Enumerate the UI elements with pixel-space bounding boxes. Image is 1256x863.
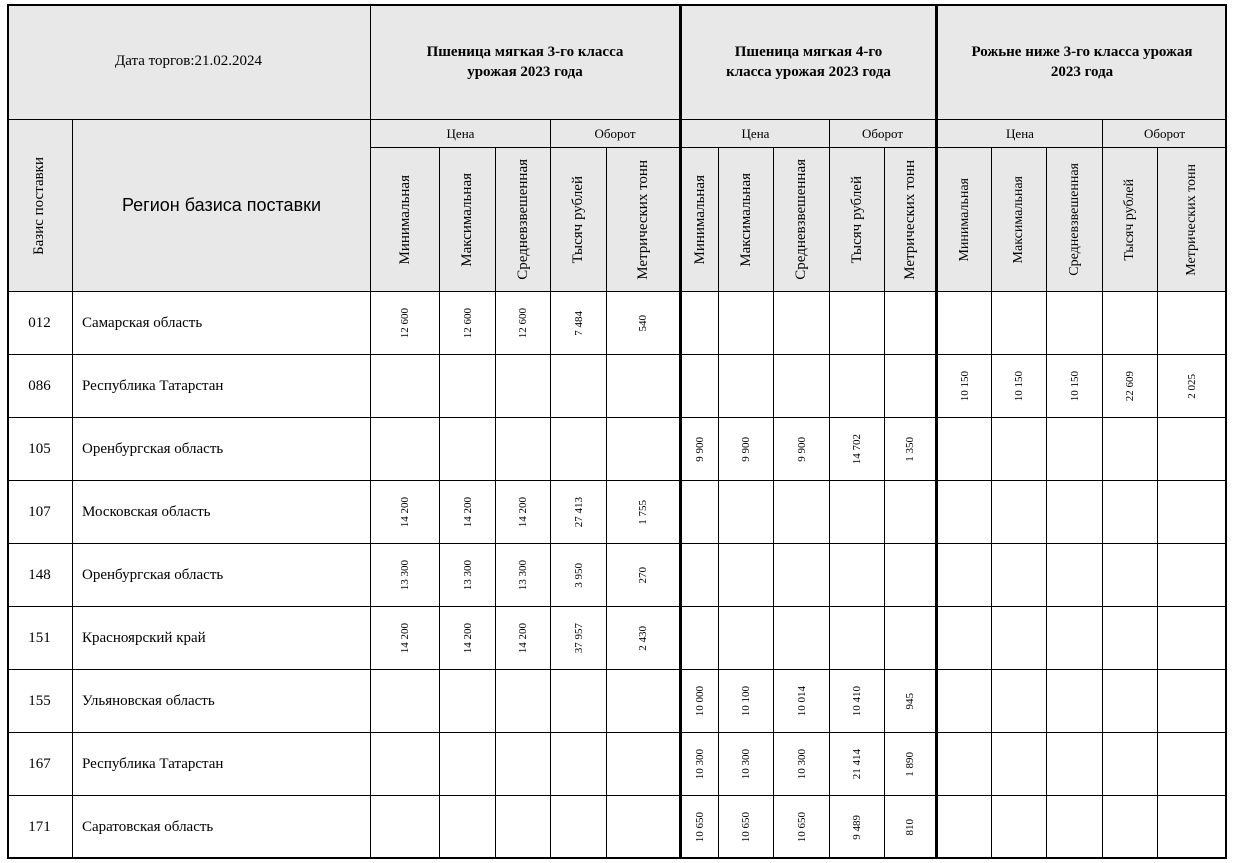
value-cell bbox=[440, 544, 496, 607]
value-cell bbox=[607, 607, 680, 670]
value-text: 945 bbox=[904, 692, 916, 710]
value-text: 3 950 bbox=[572, 562, 585, 588]
value-cell bbox=[371, 355, 440, 418]
subcol-header-1-5 bbox=[607, 148, 680, 292]
value-text: 12 600 bbox=[517, 307, 529, 339]
subcol-label: Средневзвешенная bbox=[1066, 163, 1082, 276]
value-cell bbox=[371, 670, 440, 733]
subcol-label: Тысяч рублей bbox=[1122, 178, 1137, 261]
value-cell bbox=[440, 733, 496, 796]
value-cell bbox=[830, 670, 885, 733]
value-text: 10 650 bbox=[740, 811, 752, 843]
value-cell bbox=[1103, 355, 1158, 418]
value-text: 10 000 bbox=[694, 685, 706, 717]
value-cell bbox=[774, 355, 830, 418]
value-text: 10 410 bbox=[851, 685, 863, 717]
value-cell bbox=[440, 607, 496, 670]
turnover-group-header-2-text: Оборот bbox=[861, 125, 903, 141]
value-cell bbox=[1047, 544, 1103, 607]
subcol-label: Минимальная bbox=[691, 174, 708, 265]
price-group-header-3-text: Цена bbox=[1006, 125, 1034, 141]
value-cell bbox=[992, 355, 1047, 418]
value-cell bbox=[1158, 670, 1227, 733]
region-header bbox=[73, 120, 371, 292]
subcol-header-1-2 bbox=[440, 148, 496, 292]
value-cell bbox=[936, 355, 992, 418]
value-text: 14 200 bbox=[517, 622, 529, 654]
value-cell bbox=[992, 481, 1047, 544]
value-text: 14 200 bbox=[461, 496, 474, 528]
subcol-label: Метрических тонн bbox=[634, 159, 651, 280]
subcol-header-2-5 bbox=[885, 148, 936, 292]
region-name bbox=[73, 418, 371, 481]
value-cell bbox=[551, 733, 607, 796]
value-cell bbox=[440, 355, 496, 418]
value-cell bbox=[1103, 292, 1158, 355]
value-cell bbox=[774, 607, 830, 670]
value-text: 1 755 bbox=[637, 499, 649, 525]
region-name bbox=[73, 796, 371, 859]
value-text: 540 bbox=[637, 314, 649, 332]
value-text: 14 200 bbox=[399, 496, 411, 528]
value-cell bbox=[440, 292, 496, 355]
value-cell bbox=[680, 544, 719, 607]
value-text: 270 bbox=[637, 566, 649, 584]
value-cell bbox=[607, 481, 680, 544]
value-cell bbox=[680, 481, 719, 544]
value-cell bbox=[936, 607, 992, 670]
value-cell bbox=[440, 670, 496, 733]
region-name bbox=[73, 481, 371, 544]
value-cell bbox=[936, 418, 992, 481]
product-header-2 bbox=[680, 4, 936, 120]
value-text: 10 014 bbox=[795, 685, 808, 717]
value-cell bbox=[680, 292, 719, 355]
subcol-header-3-5 bbox=[1158, 148, 1227, 292]
region-name bbox=[73, 544, 371, 607]
value-cell bbox=[551, 355, 607, 418]
value-cell bbox=[885, 481, 936, 544]
value-cell bbox=[1047, 607, 1103, 670]
basis-code-text: 012 bbox=[28, 314, 51, 331]
value-cell bbox=[680, 607, 719, 670]
region-name-text: Саратовская область bbox=[82, 818, 214, 835]
value-cell bbox=[551, 292, 607, 355]
value-cell bbox=[371, 796, 440, 859]
price-group-header-2 bbox=[680, 120, 830, 148]
value-cell bbox=[774, 292, 830, 355]
value-cell bbox=[774, 544, 830, 607]
price-group-header-1-text: Цена bbox=[446, 125, 475, 141]
value-text: 10 300 bbox=[694, 748, 706, 780]
value-cell bbox=[830, 355, 885, 418]
value-cell bbox=[440, 418, 496, 481]
value-cell bbox=[1158, 292, 1227, 355]
value-cell bbox=[885, 355, 936, 418]
value-cell bbox=[607, 292, 680, 355]
value-text: 9 900 bbox=[694, 436, 706, 462]
value-cell bbox=[885, 670, 936, 733]
value-cell bbox=[371, 292, 440, 355]
subcol-header-3-4 bbox=[1103, 148, 1158, 292]
value-cell bbox=[1047, 670, 1103, 733]
value-cell bbox=[607, 733, 680, 796]
value-cell bbox=[885, 418, 936, 481]
value-cell bbox=[496, 418, 551, 481]
value-cell bbox=[936, 544, 992, 607]
turnover-group-header-2 bbox=[830, 120, 936, 148]
value-text: 10 150 bbox=[1013, 370, 1025, 402]
region-name bbox=[73, 670, 371, 733]
value-cell bbox=[680, 355, 719, 418]
region-name bbox=[73, 292, 371, 355]
value-cell bbox=[551, 544, 607, 607]
basis-code bbox=[7, 418, 73, 481]
basis-header-text: Базис поставки bbox=[31, 156, 47, 255]
value-cell bbox=[885, 796, 936, 859]
value-cell bbox=[1103, 733, 1158, 796]
basis-code-text: 171 bbox=[28, 818, 51, 835]
region-name bbox=[73, 355, 371, 418]
basis-code-text: 155 bbox=[28, 692, 51, 709]
basis-code bbox=[7, 670, 73, 733]
value-cell bbox=[992, 418, 1047, 481]
region-name bbox=[73, 607, 371, 670]
value-text: 14 200 bbox=[461, 622, 474, 654]
value-text: 810 bbox=[904, 818, 916, 836]
subcol-label: Тысяч рублей bbox=[848, 175, 865, 264]
basis-code bbox=[7, 607, 73, 670]
value-cell bbox=[719, 418, 774, 481]
value-cell bbox=[371, 481, 440, 544]
value-text: 10 300 bbox=[740, 748, 752, 780]
value-cell bbox=[440, 796, 496, 859]
turnover-group-header-1 bbox=[551, 120, 680, 148]
product-header-3 bbox=[936, 4, 1227, 120]
price-group-header-3 bbox=[936, 120, 1103, 148]
value-text: 2 025 bbox=[1186, 373, 1198, 399]
subcol-label: Минимальная bbox=[956, 177, 972, 262]
basis-header bbox=[7, 120, 73, 292]
value-text: 13 300 bbox=[399, 559, 411, 591]
basis-code bbox=[7, 544, 73, 607]
value-cell bbox=[1158, 607, 1227, 670]
value-cell bbox=[936, 670, 992, 733]
value-cell bbox=[496, 796, 551, 859]
value-cell bbox=[992, 292, 1047, 355]
value-cell bbox=[936, 292, 992, 355]
region-name-text: Республика Татарстан bbox=[82, 377, 224, 394]
value-text: 14 702 bbox=[851, 433, 863, 465]
value-cell bbox=[607, 418, 680, 481]
subcol-header-2-1 bbox=[680, 148, 719, 292]
value-cell bbox=[496, 607, 551, 670]
value-cell bbox=[830, 796, 885, 859]
basis-code bbox=[7, 481, 73, 544]
region-header-text: Регион базиса поставки bbox=[121, 195, 322, 215]
basis-code-text: 148 bbox=[28, 566, 51, 583]
value-cell bbox=[496, 670, 551, 733]
value-cell bbox=[680, 733, 719, 796]
value-text: 12 600 bbox=[399, 307, 411, 339]
value-cell bbox=[830, 733, 885, 796]
region-name bbox=[73, 733, 371, 796]
subcol-header-2-4 bbox=[830, 148, 885, 292]
value-cell bbox=[1158, 418, 1227, 481]
value-cell bbox=[992, 607, 1047, 670]
value-text: 2 430 bbox=[637, 625, 649, 651]
subcol-label: Максимальная bbox=[459, 172, 475, 267]
value-cell bbox=[719, 292, 774, 355]
subcol-header-3-3 bbox=[1047, 148, 1103, 292]
region-name-text: Оренбургская область bbox=[82, 566, 224, 583]
value-cell bbox=[496, 355, 551, 418]
value-text: 1 890 bbox=[904, 751, 916, 777]
subcol-label: Средневзвешенная bbox=[793, 159, 809, 280]
subcol-header-1-3 bbox=[496, 148, 551, 292]
basis-code bbox=[7, 733, 73, 796]
subcol-label: Минимальная bbox=[396, 174, 413, 265]
value-cell bbox=[830, 418, 885, 481]
value-text: 37 957 bbox=[572, 622, 585, 654]
turnover-group-header-1-text: Оборот bbox=[594, 125, 636, 141]
value-cell bbox=[371, 544, 440, 607]
basis-code bbox=[7, 796, 73, 859]
value-text: 27 413 bbox=[572, 496, 585, 528]
value-text: 22 609 bbox=[1124, 370, 1136, 402]
basis-code-text: 105 bbox=[28, 440, 51, 457]
subcol-header-2-2 bbox=[719, 148, 774, 292]
value-cell bbox=[1158, 733, 1227, 796]
region-name-text: Оренбургская область bbox=[82, 440, 224, 457]
value-cell bbox=[680, 670, 719, 733]
subcol-header-2-3 bbox=[774, 148, 830, 292]
region-name-text: Московская область bbox=[82, 503, 211, 520]
trade-date-text: Дата торгов:21.02.2024 bbox=[114, 53, 263, 69]
value-cell bbox=[496, 544, 551, 607]
value-cell bbox=[1103, 544, 1158, 607]
value-cell bbox=[551, 607, 607, 670]
value-text: 7 484 bbox=[572, 310, 585, 336]
subcol-header-1-4 bbox=[551, 148, 607, 292]
price-group-header-2-text: Цена bbox=[741, 125, 770, 141]
value-text: 9 900 bbox=[740, 436, 752, 462]
value-cell bbox=[936, 733, 992, 796]
value-cell bbox=[1103, 670, 1158, 733]
value-cell bbox=[1047, 355, 1103, 418]
basis-code bbox=[7, 355, 73, 418]
value-text: 10 650 bbox=[694, 811, 706, 843]
value-cell bbox=[830, 544, 885, 607]
value-text: 13 300 bbox=[461, 559, 474, 591]
basis-code-text: 167 bbox=[28, 755, 51, 772]
value-cell bbox=[719, 544, 774, 607]
region-name-text: Красноярский край bbox=[82, 629, 206, 646]
turnover-group-header-3 bbox=[1103, 120, 1227, 148]
region-name-text: Республика Татарстан bbox=[82, 755, 224, 772]
value-cell bbox=[371, 607, 440, 670]
basis-code bbox=[7, 292, 73, 355]
value-cell bbox=[607, 355, 680, 418]
value-cell bbox=[1047, 292, 1103, 355]
basis-code-text: 151 bbox=[28, 629, 51, 646]
trade-date bbox=[7, 4, 371, 120]
price-group-header-1 bbox=[371, 120, 551, 148]
value-cell bbox=[496, 292, 551, 355]
value-cell bbox=[680, 796, 719, 859]
value-text: 1 350 bbox=[904, 436, 916, 462]
value-cell bbox=[551, 670, 607, 733]
value-text: 9 489 bbox=[851, 814, 863, 840]
subcol-label: Тысяч рублей bbox=[570, 175, 586, 264]
value-cell bbox=[1103, 796, 1158, 859]
value-cell bbox=[607, 670, 680, 733]
value-cell bbox=[992, 796, 1047, 859]
value-cell bbox=[885, 544, 936, 607]
value-cell bbox=[719, 355, 774, 418]
value-cell bbox=[774, 481, 830, 544]
value-cell bbox=[774, 670, 830, 733]
region-name-text: Ульяновская область bbox=[82, 692, 215, 709]
value-cell bbox=[1047, 733, 1103, 796]
value-cell bbox=[1158, 481, 1227, 544]
value-cell bbox=[1158, 796, 1227, 859]
value-cell bbox=[607, 796, 680, 859]
value-cell bbox=[496, 733, 551, 796]
subcol-header-3-2 bbox=[992, 148, 1047, 292]
value-cell bbox=[719, 796, 774, 859]
value-cell bbox=[719, 733, 774, 796]
value-text: 21 414 bbox=[851, 748, 863, 780]
value-text: 9 900 bbox=[795, 436, 808, 462]
value-text: 13 300 bbox=[517, 559, 529, 591]
value-cell bbox=[496, 481, 551, 544]
value-cell bbox=[440, 481, 496, 544]
value-cell bbox=[680, 418, 719, 481]
value-cell bbox=[607, 544, 680, 607]
subcol-label: Средневзвешенная bbox=[514, 159, 531, 280]
value-text: 10 150 bbox=[958, 370, 971, 402]
subcol-label: Метрических тонн bbox=[1184, 163, 1199, 276]
turnover-group-header-3-text: Оборот bbox=[1143, 125, 1185, 141]
value-text: 10 100 bbox=[740, 685, 752, 717]
value-cell bbox=[719, 481, 774, 544]
value-cell bbox=[1158, 544, 1227, 607]
product-header-1 bbox=[371, 4, 680, 120]
value-cell bbox=[774, 418, 830, 481]
value-cell bbox=[830, 292, 885, 355]
value-cell bbox=[1047, 418, 1103, 481]
value-cell bbox=[551, 796, 607, 859]
value-text: 10 150 bbox=[1068, 370, 1081, 402]
value-cell bbox=[774, 796, 830, 859]
basis-code-text: 086 bbox=[28, 377, 51, 394]
value-cell bbox=[885, 292, 936, 355]
value-cell bbox=[1158, 355, 1227, 418]
value-text: 12 600 bbox=[461, 307, 474, 339]
value-cell bbox=[371, 418, 440, 481]
product-header-1-text: Пшеница мягкая 3-го класса урожая 2023 года bbox=[426, 43, 624, 80]
value-cell bbox=[992, 544, 1047, 607]
value-cell bbox=[830, 481, 885, 544]
value-text: 14 200 bbox=[399, 622, 411, 654]
value-cell bbox=[719, 670, 774, 733]
value-cell bbox=[885, 733, 936, 796]
value-cell bbox=[1103, 481, 1158, 544]
subcol-header-3-1 bbox=[936, 148, 992, 292]
product-header-2-text: Пшеница мягкая 4-го класса урожая 2023 года bbox=[726, 43, 891, 80]
value-cell bbox=[371, 733, 440, 796]
region-name-text: Самарская область bbox=[82, 314, 203, 331]
value-cell bbox=[1047, 796, 1103, 859]
value-cell bbox=[936, 796, 992, 859]
value-cell bbox=[885, 607, 936, 670]
value-cell bbox=[551, 481, 607, 544]
value-cell bbox=[1103, 418, 1158, 481]
value-cell bbox=[1103, 607, 1158, 670]
value-cell bbox=[992, 733, 1047, 796]
value-cell bbox=[1047, 481, 1103, 544]
value-cell bbox=[936, 481, 992, 544]
subcol-label: Максимальная bbox=[1011, 175, 1026, 264]
value-cell bbox=[830, 607, 885, 670]
subcol-header-1-1 bbox=[371, 148, 440, 292]
value-cell bbox=[992, 670, 1047, 733]
value-cell bbox=[774, 733, 830, 796]
value-cell bbox=[719, 607, 774, 670]
subcol-label: Максимальная bbox=[737, 172, 754, 267]
value-text: 14 200 bbox=[517, 496, 529, 528]
value-text: 10 650 bbox=[795, 811, 808, 843]
value-cell bbox=[551, 418, 607, 481]
basis-code-text: 107 bbox=[28, 503, 51, 520]
value-text: 10 300 bbox=[795, 748, 808, 780]
subcol-label: Метрических тонн bbox=[901, 159, 918, 280]
product-header-3-text: Рожьне ниже 3-го класса урожая 2023 года bbox=[971, 43, 1193, 80]
